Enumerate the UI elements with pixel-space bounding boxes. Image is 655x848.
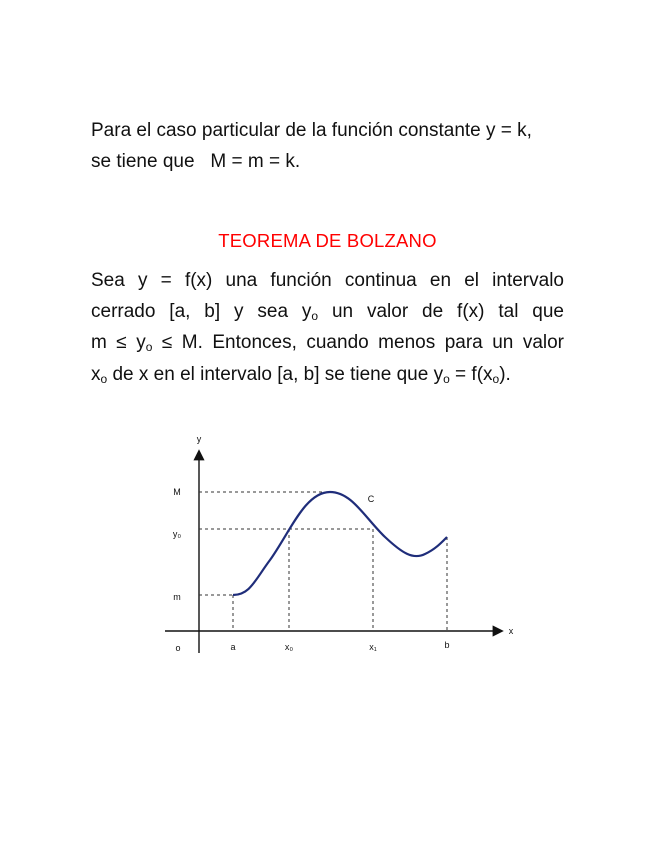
tick-label-x1: x₁ xyxy=(369,642,377,652)
label-m: m xyxy=(173,592,181,602)
label-C: C xyxy=(367,494,375,504)
paragraph1-line1: Para el caso particular de la función constante y = k, xyxy=(91,120,532,141)
tick-label-a: a xyxy=(230,642,236,652)
label-M: M xyxy=(173,487,181,497)
paragraph2-line4: xo de x en el intervalo [a, b] se tiene que yo = f(xo). xyxy=(91,363,511,386)
paragraph2-line3: m ≤ yo ≤ M. Entonces, cuando menos para un valor xyxy=(91,332,564,354)
function-curve xyxy=(233,492,447,595)
tick-label-b: b xyxy=(444,640,450,650)
label-yo: y₀ xyxy=(172,529,182,539)
heading-bolzano: TEOREMA DE BOLZANO xyxy=(218,230,437,251)
origin-label: o xyxy=(175,643,181,653)
paragraph2-line2: cerrado [a, b] y sea yo un valor de f(x) tal que xyxy=(91,300,564,323)
tick-label-xo: x₀ xyxy=(284,642,294,652)
y-axis-label: y xyxy=(196,434,202,444)
paragraph1-line2: se tiene que M = m = k. xyxy=(91,150,301,172)
x-axis-label: x xyxy=(508,626,514,636)
paragraph2-line1: Sea y = f(x) una función continua en el intervalo xyxy=(91,270,564,291)
